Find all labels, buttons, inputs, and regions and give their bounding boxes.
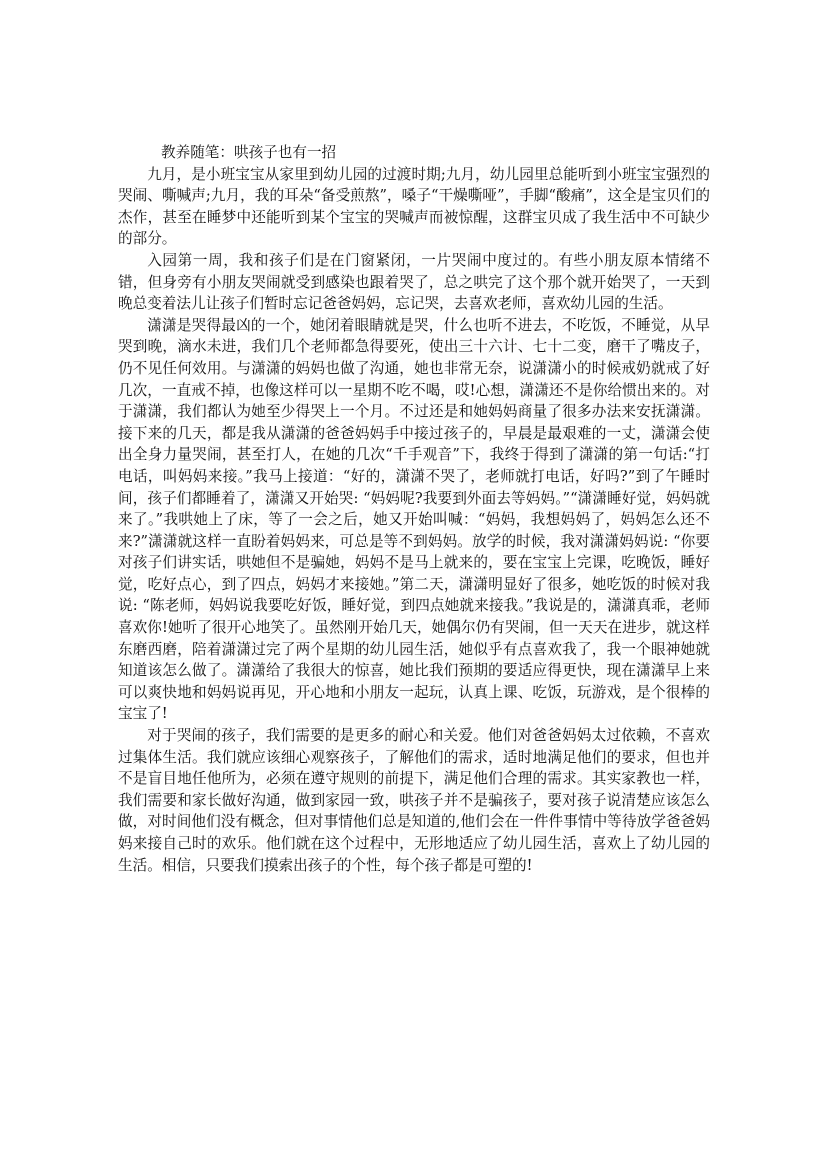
paragraph-3: 潇潇是哭得最凶的一个，她闭着眼睛就是哭，什么也听不进去，不吃饭，不睡觉，从早哭到晚，滴水未进，我们几个老师都急得要死，使出三十六计、七十二变，磨干了嘴皮子，仍不见任何效用。与潇潇的妈妈也做了沟通，她也非常无奈，说潇潇小的时候戒奶就戒了好几次，一直戒不掉，也像这样可以一星期不吃不喝，哎!心想，潇潇还不是你给惯出来的。对于潇潇，我们都认为她至少得哭上一个月。不过还是和她妈妈商量了很多办法来安抚潇潇。接下来的几天，都是我从潇潇的爸爸妈妈手中接过孩子的，早晨是最艰难的一丈，潇潇会使出全身力量哭闹，甚至打人，在她的几次“千手观音”下，我终于得到了潇潇的第一句话:“打电话，叫妈妈来接。”我马上接道：“好的，潇潇不哭了，老师就打电话，好吗?”到了午睡时间，孩子们都睡着了，潇潇又开始哭: “妈妈呢?我要到外面去等妈妈。”“潇潇睡好觉，妈妈就来了。”我哄她上了床，等了一会之后，她又开始叫喊：“妈妈，我想妈妈了，妈妈怎么还不来?”潇潇就这样一直盼着妈妈来，可总是等不到妈妈。放学的时候，我对潇潇妈妈说: “你要对孩子们讲实话，哄她但不是骗她，妈妈不是马上就来的，要在宝宝上完课，吃晚饭，睡好觉，吃好点心，到了四点，妈妈才来接她。”第二天，潇潇明显好了很多，她吃饭的时候对我说: “陈老师，妈妈说我要吃好饭，睡好觉，到四点她就来接我。”我说是的，潇潇真乖，老师喜欢你!她听了很开心地笑了。虽然刚开始几天，她偶尔仍有哭闹，但一天天在进步，就这样东磨西磨，陪着潇潇过完了两个星期的幼儿园生活，她似乎有点喜欢我了，我一个眼神她就知道该怎么做了。潇潇给了我很大的惊喜，她比我们预期的要适应得更快，现在潇潇早上来可以爽快地和妈妈说再见，开心地和小朋友一起玩，认真上课、吃饭，玩游戏，是个很棒的宝宝了! bbox=[118, 316, 710, 723]
paragraph-4: 对于哭闹的孩子，我们需要的是更多的耐心和关爱。他们对爸爸妈妈太过依赖，不喜欢过集体生活。我们就应该细心观察孩子，了解他们的需求，适时地满足他们的要求，但也并不是盲目地任他所为，必须在遵守规则的前提下，满足他们合理的需求。其实家教也一样，我们需要和家长做好沟通，做到家园一致，哄孩子并不是骗孩子，要对孩子说清楚应该怎么做，对时间他们没有概念，但对事情他们总是知道的,他们会在一件件事情中等待放学爸爸妈妈来接自己时的欢乐。他们就在这个过程中，无形地适应了幼儿园生活，喜欢上了幼儿园的生活。相信，只要我们摸索出孩子的个性，每个孩子都是可塑的! bbox=[118, 727, 710, 874]
document-title: 教养随笔：哄孩子也有一招 bbox=[161, 144, 337, 161]
paragraph-1: 九月，是小班宝宝从家里到幼儿园的过渡时期;九月，幼儿园里总能听到小班宝宝强烈的哭闹、嘶喊声;九月，我的耳朵“备受煎熬”，嗓子“干燥嘶哑”，手脚“酸痛”，这全是宝贝们的杰作，甚至在睡梦中还能听到某个宝宝的哭喊声而被惊醒，这群宝贝成了我生活中不可缺少的部分。 bbox=[118, 165, 710, 248]
paragraph-2: 入园第一周，我和孩子们是在门窗紧闭，一片哭闹中度过的。有些小朋友原本情绪不错，但身旁有小朋友哭闹就受到感染也跟着哭了，总之哄完了这个那个就开始哭了，一天到晚总变着法儿让孩子们暂时忘记爸爸妈妈，忘记哭，去喜欢老师，喜欢幼儿园的生活。 bbox=[118, 251, 710, 313]
document-body bbox=[118, 142, 710, 876]
